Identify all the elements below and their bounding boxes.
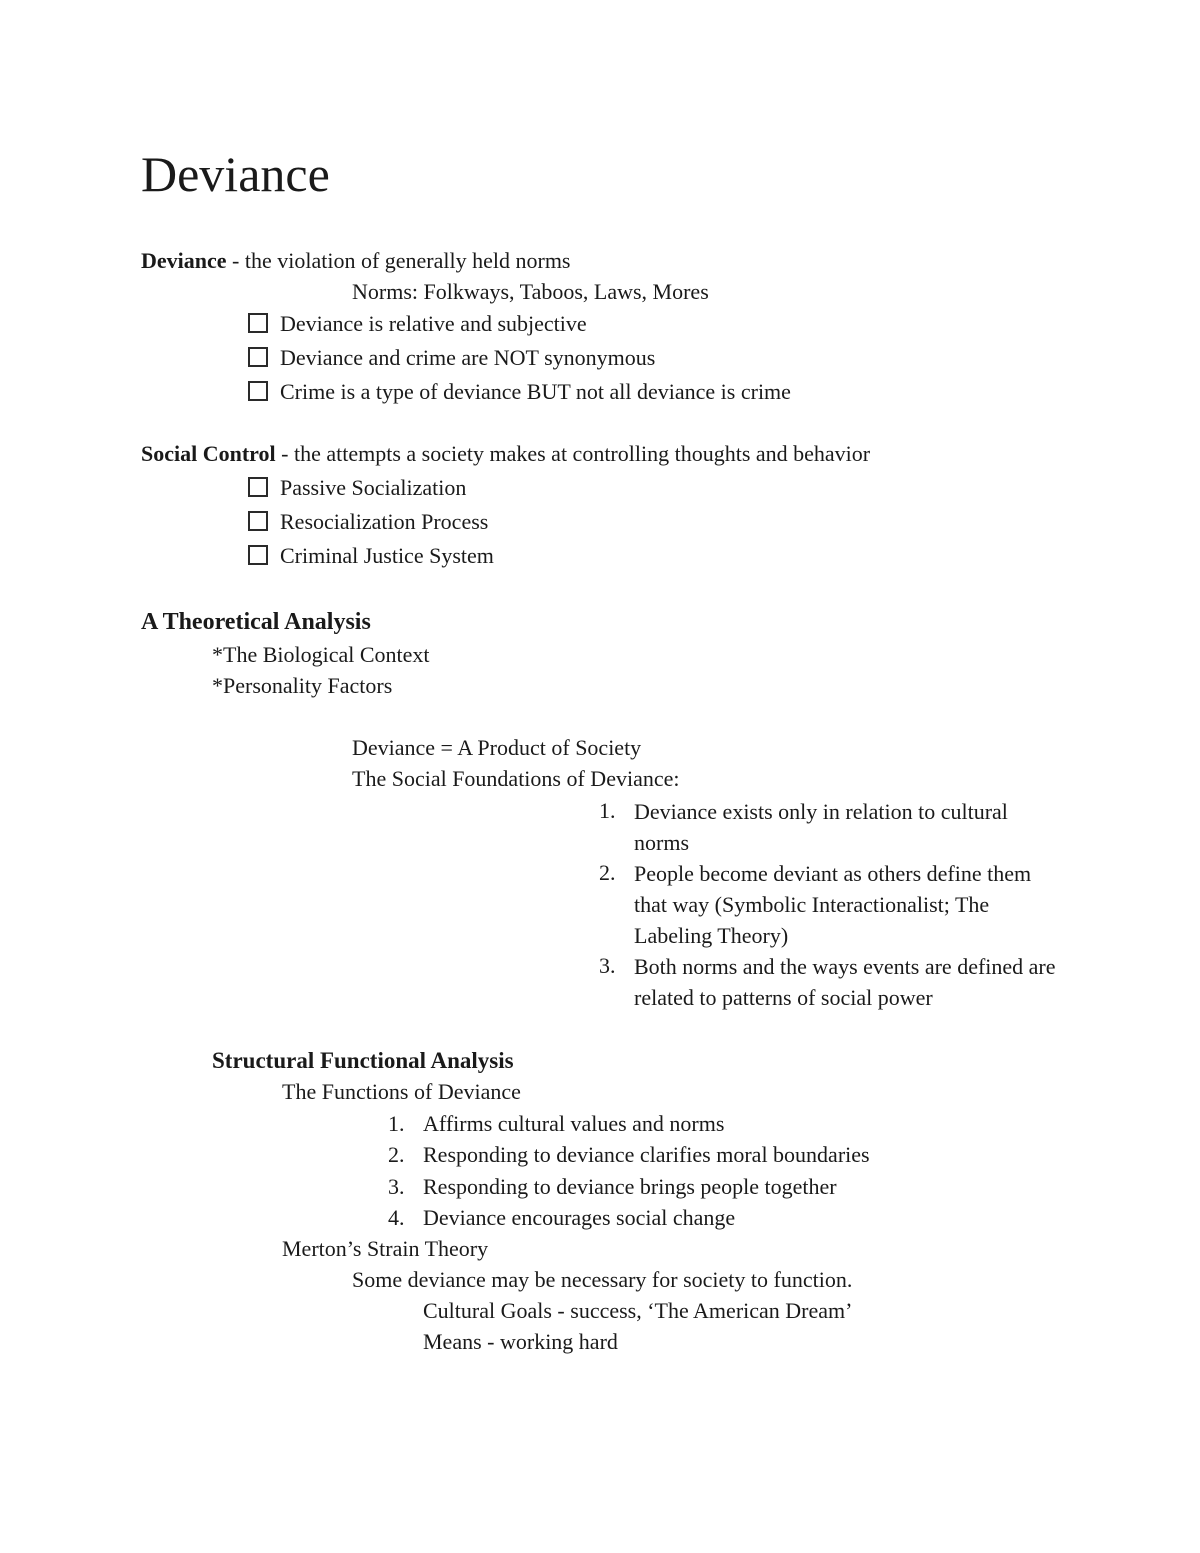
list-number: 1.: [388, 1111, 405, 1136]
list-number: 2.: [599, 860, 616, 885]
checkbox-icon: [248, 511, 268, 531]
function-item: Deviance encourages social change: [423, 1205, 736, 1230]
theoretical-note: *Personality Factors: [212, 673, 393, 698]
social-control-definition: [141, 439, 870, 469]
checklist-item-label: Criminal Justice System: [280, 543, 494, 568]
foundation-item: Both norms and the ways events are defined are related to patterns of social power: [634, 954, 1056, 1010]
deviance-term: Deviance: [141, 248, 227, 273]
deviance-product: Deviance = A Product of Society: [352, 735, 642, 760]
checklist-item: [248, 541, 494, 571]
foundation-item: Deviance exists only in relation to cultural norms: [634, 799, 1008, 855]
list-number: 2.: [388, 1142, 405, 1167]
deviance-definition: [141, 246, 571, 276]
list-number: 3.: [599, 953, 616, 978]
page-title: Deviance: [141, 146, 330, 202]
checkbox-icon: [248, 545, 268, 565]
checklist-item-label: Crime is a type of deviance BUT not all deviance is crime: [280, 379, 791, 404]
cultural-goals: Cultural Goals - success, ‘The American Dream’: [423, 1298, 853, 1323]
structural-heading: Structural Functional Analysis: [212, 1048, 514, 1073]
checkbox-icon: [248, 347, 268, 367]
function-item: Affirms cultural values and norms: [423, 1111, 725, 1136]
checklist-item-label: Deviance is relative and subjective: [280, 311, 587, 336]
theoretical-heading: A Theoretical Analysis: [141, 609, 371, 635]
checkbox-icon: [248, 381, 268, 401]
checklist-item: [248, 309, 587, 339]
functions-heading: The Functions of Deviance: [282, 1079, 521, 1104]
theoretical-note: *The Biological Context: [212, 642, 430, 667]
foundations-heading: The Social Foundations of Deviance:: [352, 766, 680, 791]
checklist-item: [248, 507, 488, 537]
checklist-item: [248, 473, 466, 503]
norms-list: Norms: Folkways, Taboos, Laws, Mores: [352, 279, 709, 304]
social-control-definition-text: - the attempts a society makes at controlling thoughts and behavior: [275, 441, 871, 466]
function-item: Responding to deviance clarifies moral boundaries: [423, 1142, 870, 1167]
list-number: 1.: [599, 798, 616, 823]
checklist-item-label: Deviance and crime are NOT synonymous: [280, 345, 656, 370]
checkbox-icon: [248, 313, 268, 333]
means: Means - working hard: [423, 1329, 618, 1354]
checkbox-icon: [248, 477, 268, 497]
checklist-item-label: Resocialization Process: [280, 509, 489, 534]
checklist-item: [248, 343, 655, 373]
list-number: 4.: [388, 1205, 405, 1230]
foundation-item: People become deviant as others define them that way (Symbolic Interactionalist; The Labeling Theory): [634, 861, 1032, 948]
merton-heading: Merton’s Strain Theory: [282, 1236, 489, 1261]
social-control-term: Social Control: [141, 441, 276, 466]
merton-note: Some deviance may be necessary for society to function.: [352, 1267, 853, 1292]
checklist-item: [248, 377, 791, 407]
checklist-item-label: Passive Socialization: [280, 475, 467, 500]
list-number: 3.: [388, 1174, 405, 1199]
deviance-definition-text: - the violation of generally held norms: [226, 248, 571, 273]
function-item: Responding to deviance brings people together: [423, 1174, 837, 1199]
